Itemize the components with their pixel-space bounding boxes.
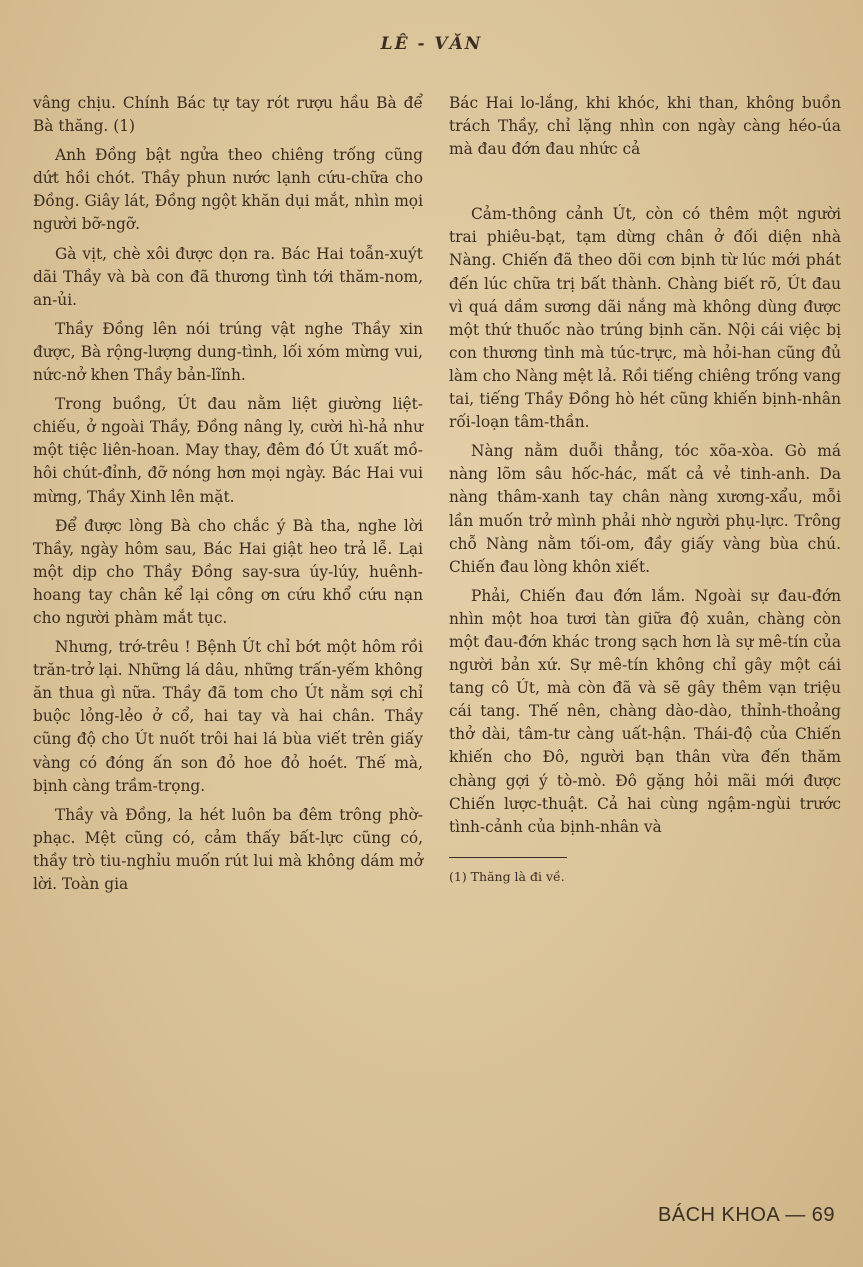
right-column <box>449 92 841 886</box>
right-column-body <box>449 203 841 839</box>
footnote-rule <box>449 857 567 858</box>
right-column-top <box>449 92 841 161</box>
paragraph: Anh Đồng bật ngửa theo chiêng trống cũng dứt hồi chót. Thầy phun nước lạnh cứu-chữa cho Đồng. Giây lát, Đồng ngột khăn dụi mắt, nhìn mọi người bỡ-ngỡ. <box>33 146 423 234</box>
paragraph: Thầy Đồng lên nói trúng vật nghe Thầy xin được, Bà rộng-lượng dung-tình, lối xóm mừng vui, nức-nở khen Thầy bản-lĩnh. <box>33 319 423 385</box>
paragraph: vâng chịu. Chính Bác tự tay rót rượu hầu Bà để Bà thăng. (1) <box>33 94 423 136</box>
footnote: (1) Thăng là đi về. <box>449 868 565 884</box>
paragraph: Trong buồng, Út đau nằm liệt giường liệt-chiếu, ở ngoài Thầy, Đồng nâng ly, cười hì-hả như một tiệc liên-hoan. May thay, đêm đó Út xuất mồ-hôi chút-đỉnh, đỡ nóng hơn mọi ngày. Bác Hai vui mừng, Thầy Xinh lên mặt. <box>33 395 423 506</box>
paragraph: Để được lòng Bà cho chắc ý Bà tha, nghe lời Thầy, ngày hôm sau, Bác Hai giật heo trả lễ. Lại một dịp cho Thầy Đồng say-sưa úy-lúy, huênh-hoang tay chân kể lại công ơn cứu khổ cứu nạn cho người phàm mắt tục. <box>33 516 423 627</box>
page-footer: BÁCH KHOA — 69 <box>657 1204 835 1226</box>
paragraph: Gà vịt, chè xôi được dọn ra. Bác Hai toẫn-xuýt dãi Thầy và bà con đã thương tình tới thăm-nom, an-ủi. <box>33 244 423 309</box>
paragraph: Bác Hai lo-lắng, khi khóc, khi than, không buồn trách Thầy, chỉ lặng nhìn con ngày càng héo-úa mà đau đớn đau nhức cả <box>449 94 841 159</box>
left-column <box>33 92 423 902</box>
paragraph: Nàng nằm duỗi thẳng, tóc xõa-xòa. Gò má nàng lõm sâu hốc-hác, mất cả vẻ tinh-anh. Da nàng thâm-xanh tay chân nàng xương-xẩu, mỗi lần muốn trở mình phải nhờ người phụ-lực. Trông chỗ Nàng nằm tối-om, đầy giấy vàng bùa chú. Chiến đau lòng khôn xiết. <box>449 442 841 576</box>
paragraph: Thầy và Đồng, la hét luôn ba đêm trông phờ-phạc. Mệt cũng có, cảm thấy bất-lực cũng có, thầy trò tiu-nghỉu muốn rút lui mà không dám mở lời. Toàn gia <box>33 805 423 893</box>
paragraph: Nhưng, trớ-trêu ! Bệnh Út chỉ bớt một hôm rồi trăn-trở lại. Những lá dâu, những trấn-yếm không ăn thua gì nữa. Thầy đã tom cho Út nằm sợi chỉ buộc lỏng-lẻo ở cổ, hai tay và hai chân. Thầy cũng độ cho Út nuốt trôi hai lá bùa viết trên giấy vàng có đóng ấn son đỏ hoe đỏ hoét. Thế mà, bịnh càng trầm-trọng. <box>33 638 423 795</box>
section-gap <box>449 167 841 203</box>
paragraph: Cảm-thông cảnh Út, còn có thêm một người trai phiêu-bạt, tạm dừng chân ở đối diện nhà Nàng. Chiến đã theo dõi cơn bịnh từ lúc mới phát đến lúc chữa trị bất thành. Chàng biết rõ, Út đau vì quá dầm sương dãi nắng mà không dùng được một thứ thuốc nào trúng bịnh căn. Nội cái việc bị con thương tình mà túc-trực, mà hỏi-han cũng đủ làm cho Nàng mệt lả. Rồi tiếng chiêng trống vang tai, tiếng Thầy Đồng hò hét cũng khiến bịnh-nhân rối-loạn tâm-thần. <box>449 205 841 432</box>
paragraph: Phải, Chiến đau đớn lắm. Ngoài sự đau-đớn nhìn một hoa tươi tàn giữa độ xuân, chàng còn một đau-đớn khác trong sạch hơn là sự mê-tín của người bản xứ. Sự mê-tín không chỉ gây một cái tang cô Út, mà còn đã và sẽ gây thêm vạn triệu cái tang. Thế nên, chàng dào-dào, thỉnh-thoảng thở dài, tâm-tư càng uất-hận. Thái-độ của Chiến khiến cho Đô, người bạn thân vừa đến thăm chàng gợi ý tò-mò. Đô gặng hỏi mãi mới được Chiến lược-thuật. Cả hai cùng ngậm-ngùi trước tình-cảnh của bịnh-nhân và <box>449 586 841 836</box>
page-header: LÊ - VĂN <box>380 34 483 54</box>
